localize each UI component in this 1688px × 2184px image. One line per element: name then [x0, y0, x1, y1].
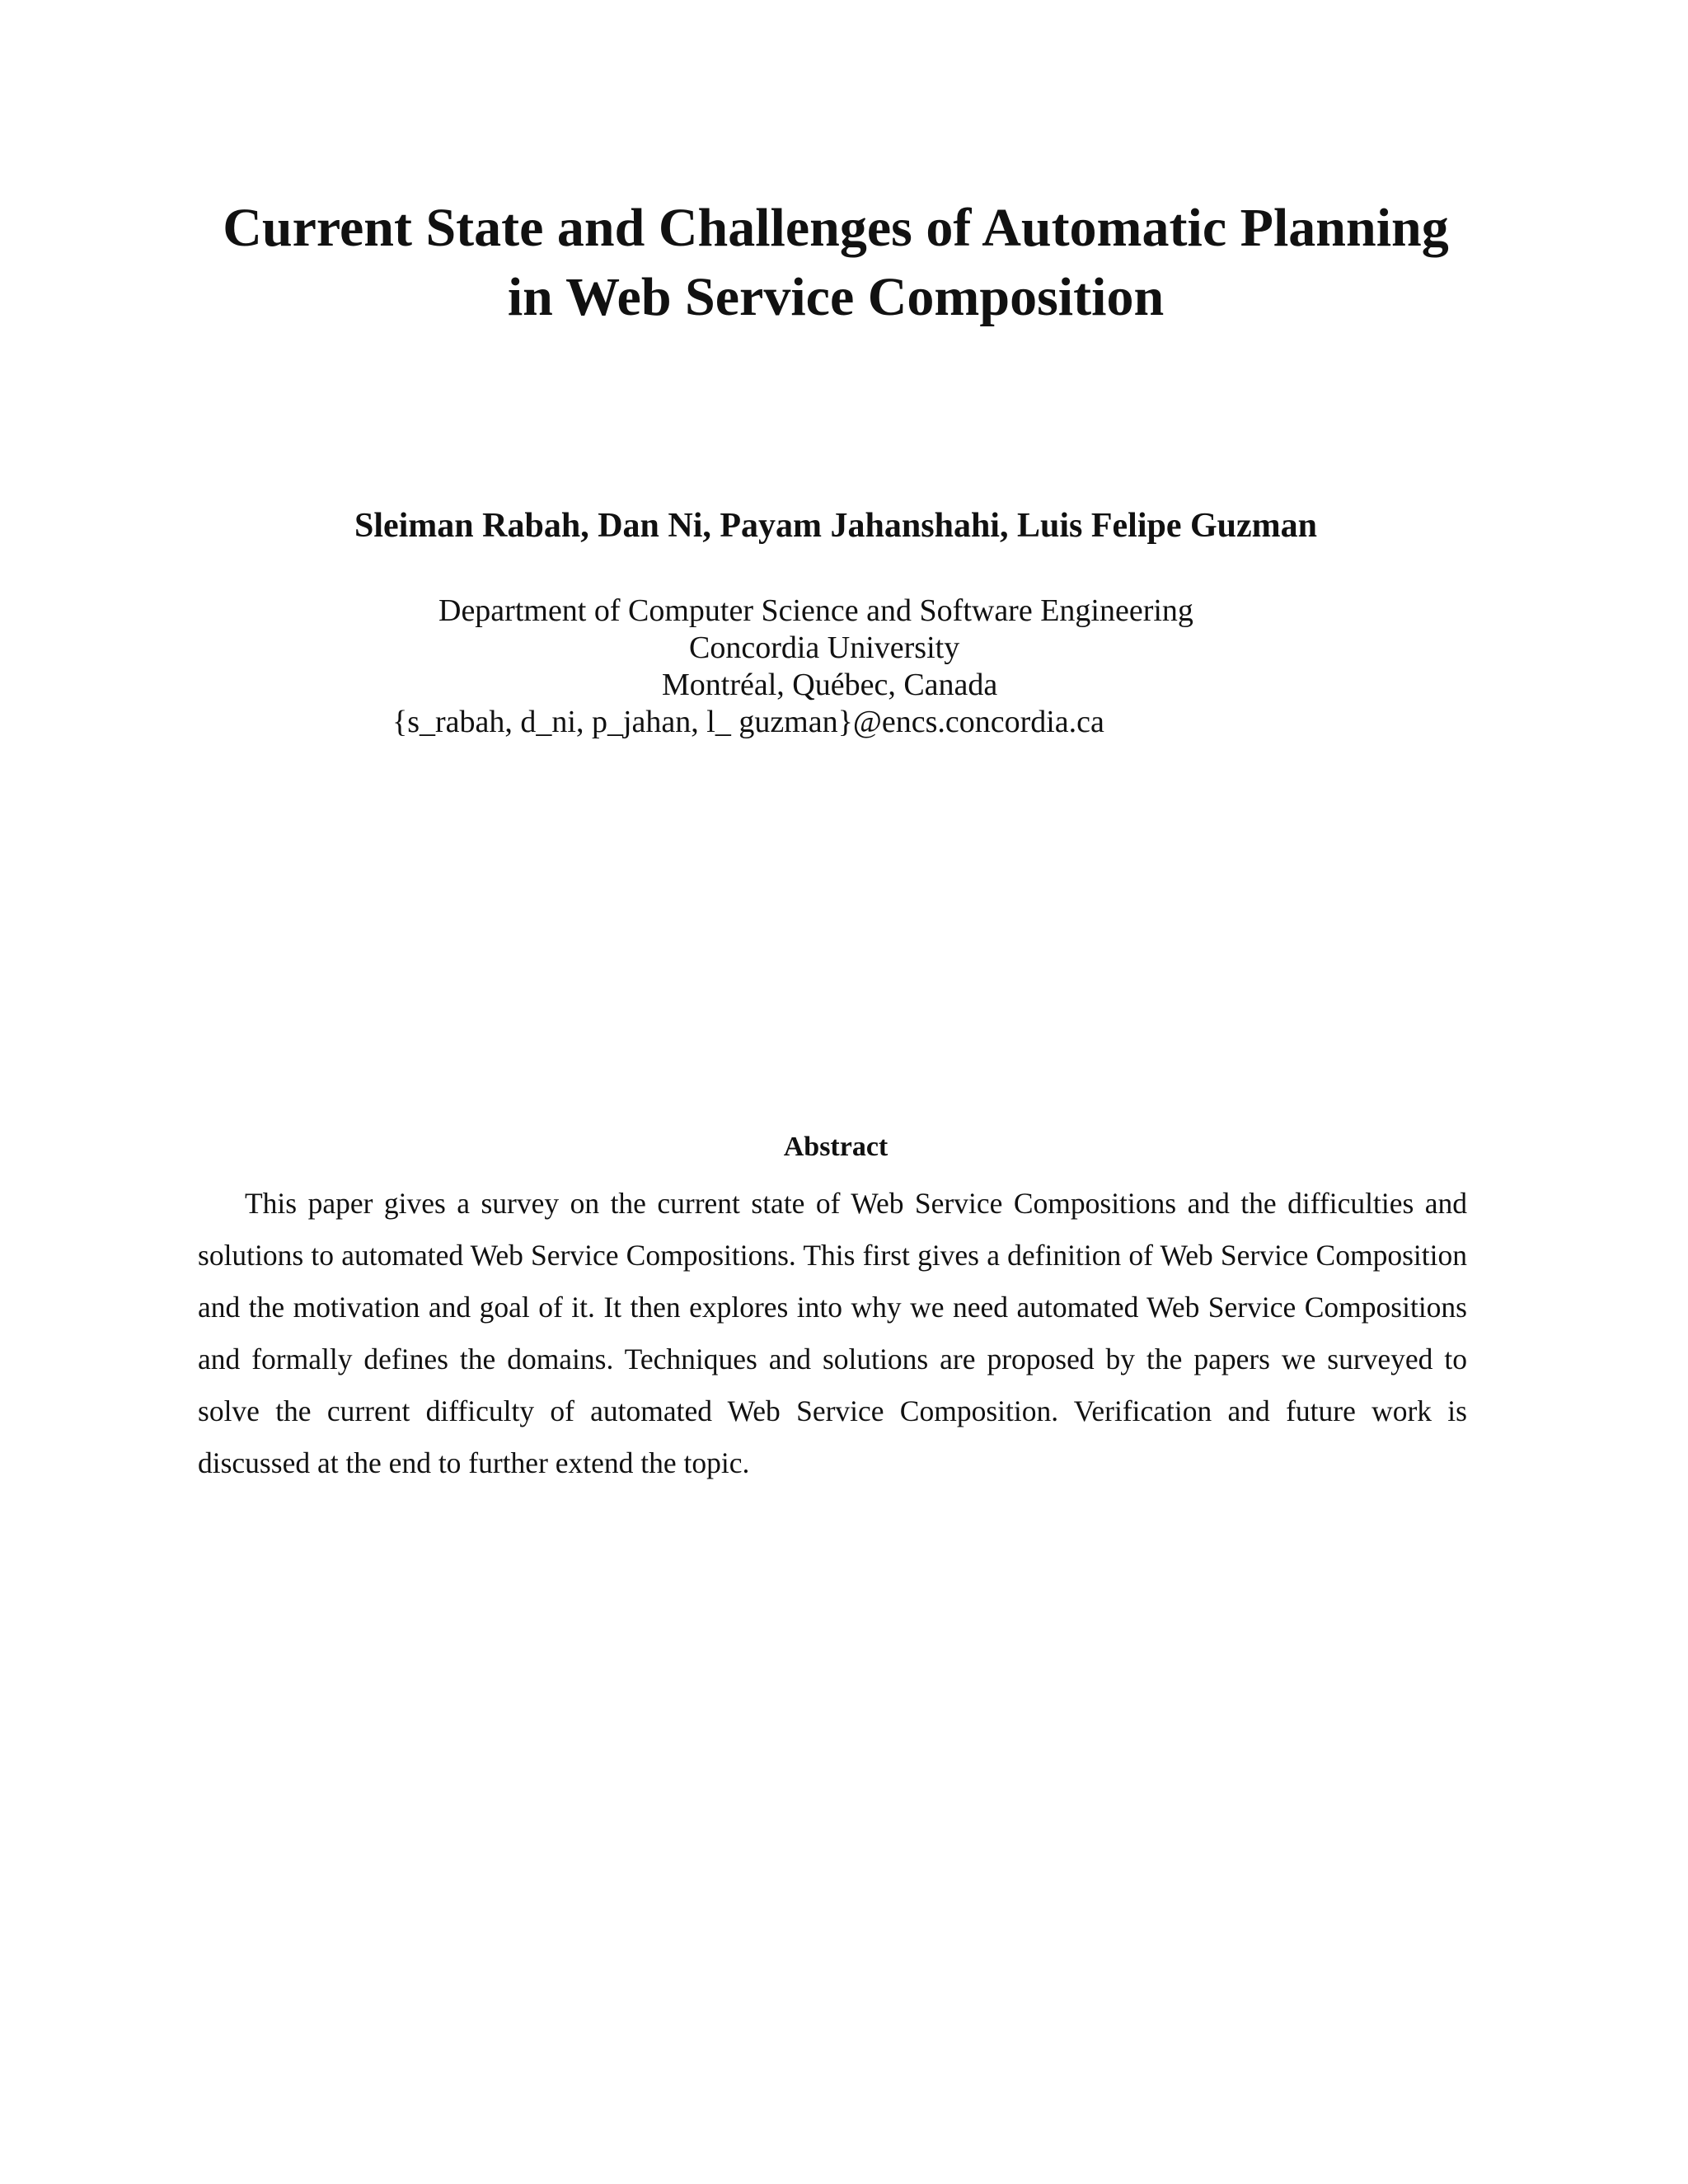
abstract-heading: Abstract	[783, 1132, 889, 1162]
affiliation-location: Montréal, Québec, Canada	[662, 668, 998, 702]
affiliation-university: Concordia University	[689, 630, 960, 665]
paper-title-line-2: in Web Service Composition	[507, 267, 1165, 327]
abstract-text: This paper gives a survey on the current state of Web Service Compositions and the difficulties and solutions to automated Web Service Compositions. This first gives a definition of Web Service Composition and the motivation and goal of it. It then explores into why we need automated Web Service Compositions and formally defines the domains. Techniques and solutions are proposed by the papers we surveyed to solve the current difficulty of automated Web Service Composition. Verification and future work is discussed at the end to further extend the topic.	[198, 1187, 1467, 1479]
paper-title	[165, 194, 1507, 332]
affiliation-department: Department of Computer Science and Software Engineering	[438, 593, 1193, 628]
author-emails: {s_rabah, d_ni, p_jahan, l_ guzman}@encs.concordia.ca	[392, 705, 1104, 739]
author-list: Sleiman Rabah, Dan Ni, Payam Jahanshahi, Luis Felipe Guzman	[354, 507, 1318, 545]
paper-title-line-1: Current State and Challenges of Automatic Planning	[223, 198, 1449, 258]
